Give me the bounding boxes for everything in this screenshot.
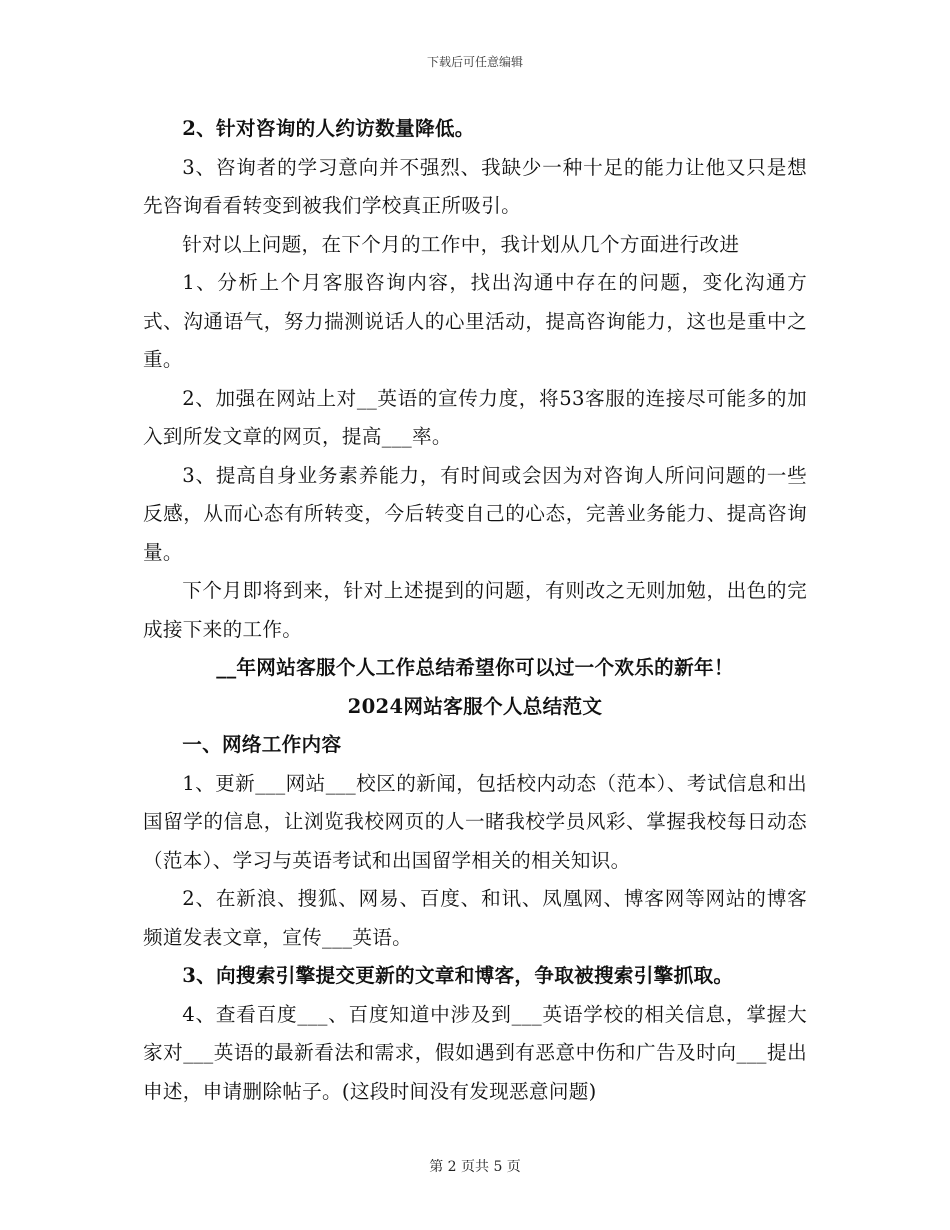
paragraph-blog-posts: 2、在新浪、搜狐、网易、百度、和讯、凤凰网、博客网等网站的博客频道发表文章，宣传___英语。 (143, 887, 807, 949)
paragraph-search-engine: 3、向搜索引擎提交更新的文章和博客，争取被搜索引擎抓取。 (182, 964, 734, 987)
heading-network-work: 一、网络工作内容 (182, 733, 342, 756)
page-footer: 第 2 页共 5 页 (429, 1159, 521, 1175)
paragraph-update-news: 1、更新___网站___校区的新闻，包括校内动态（范本）、考试信息和出国留学的信息，让浏览我校网页的人一睹我校学员风彩、掌握我校每日动态（范本）、学习与英语考试和出国留学相关的相关知识。 (143, 771, 807, 872)
paragraph-improvement-intro: 针对以上问题，在下个月的工作中，我计划从几个方面进行改进 (182, 232, 740, 256)
page-header: 下载后可任意编辑 (426, 55, 523, 69)
document-body (143, 110, 807, 1111)
section-title: 2024网站客服个人总结范文 (347, 694, 603, 718)
paragraph-analyze-consultations: 1、分析上个月客服咨询内容，找出沟通中存在的问题，变化沟通方式、沟通语气，努力揣测说话人的心里活动，提高咨询能力，这也是重中之重。 (143, 271, 807, 371)
paragraph-weak-intent: 3、咨询者的学习意向并不强烈、我缺少一种十足的能力让他又只是想先咨询看看转变到被我们学校真正所吸引。 (143, 155, 807, 217)
paragraph-reduced-visits: 2、针对咨询的人约访数量降低。 (182, 117, 475, 140)
paragraph-check-baidu: 4、查看百度___、百度知道中涉及到___英语学校的相关信息，掌握大家对___英语的最新看法和需求，假如遇到有恶意中伤和广告及时向___提出申述，申请删除帖子。(这段时间没有发现恶意问题) (143, 1002, 807, 1103)
paragraph-improve-skills: 3、提高自身业务素养能力，有时间或会因为对咨询人所问问题的一些反感，从而心态有所转变，今后转变自己的心态，完善业务能力、提高咨询量。 (143, 463, 807, 564)
paragraph-strengthen-promotion: 2、加强在网站上对__英语的宣传力度，将53客服的连接尽可能多的加入到所发文章的网页，提高___率。 (143, 386, 807, 448)
closing-line: __年网站客服个人工作总结希望你可以过一个欢乐的新年！ (216, 656, 734, 679)
paragraph-next-month: 下个月即将到来，针对上述提到的问题，有则改之无则加勉，出色的完成接下来的工作。 (143, 579, 807, 641)
